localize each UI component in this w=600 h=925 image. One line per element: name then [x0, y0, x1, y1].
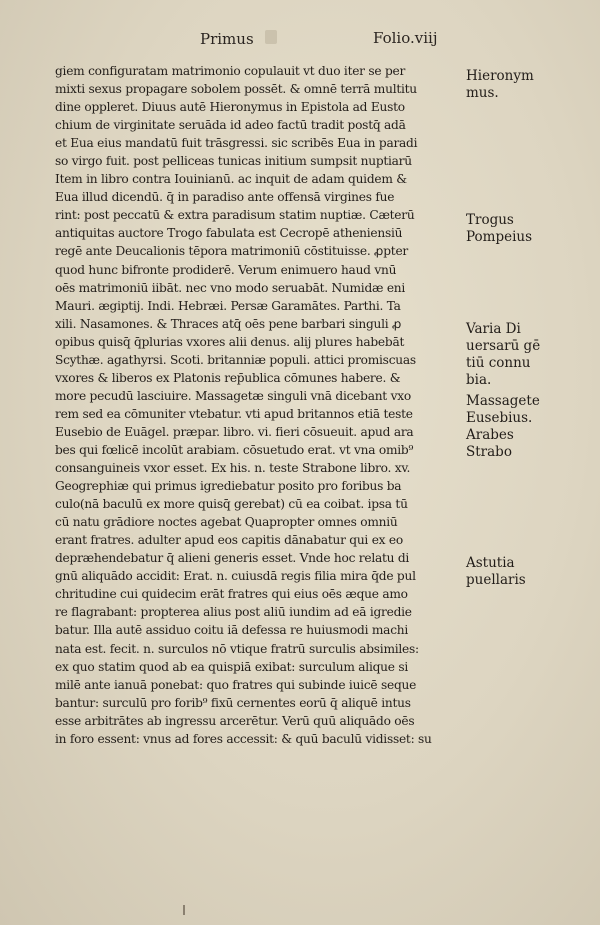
margin-note-line: Eusebius. [466, 409, 533, 426]
text-line: Item in libro contra Iouinianū. ac inquit de adam quidem & [55, 172, 407, 187]
text-line: consanguineis vxor esset. Ex his. n. teste Strabone libro. xv. [55, 461, 411, 476]
text-line: antiquitas auctore Trogo fabulata est Cecropē atheniensiū [55, 226, 403, 241]
main-text-block [55, 62, 465, 748]
text-line: bantur: surculū pro forib⁹ fixū cernentes eorū q̄ aliquē intus [55, 695, 411, 710]
margin-note-line: Arabes [466, 426, 514, 443]
text-line: mixti sexus propagare sobolem possēt. & omnē terrā multitu [55, 82, 417, 97]
margin-note-varia [466, 321, 596, 389]
margin-note-line: Massagete [466, 392, 540, 409]
margin-note-line: uersarū gē [466, 337, 541, 354]
folio-number: Folio.viij [373, 29, 438, 47]
margin-note-massagete [466, 393, 596, 461]
margin-note-line: puellaris [466, 572, 526, 589]
text-line: et Eua eius mandatū fuit trāsgressi. sic scribēs Eua in paradi [55, 136, 418, 151]
margin-note-line: Hieronym [466, 68, 534, 85]
margin-note-line: Astutia [466, 555, 515, 572]
text-line: chium de virginitate seruāda id adeo factū tradit postq̄ adā [55, 118, 406, 133]
text-line: bes qui fœlicē incolūt arabiam. cōsuetudo erat. vt vna omib⁹ [55, 442, 414, 457]
text-line: chritudine cui quidecim erāt fratres qui eius oēs æque amo [55, 587, 408, 602]
text-line: Eusebio de Euāgel. præpar. libro. vi. fieri cōsueuit. apud ara [55, 424, 414, 439]
text-line: depræhendebatur q̄ alieni generis esset. Vnde hoc relatu di [55, 551, 410, 566]
text-line: rem sed ea cōmuniter vtebatur. vti apud britannos etiā teste [55, 406, 413, 421]
text-line: re flagrabant: propterea alius post aliū iundim ad eā igredie [55, 605, 412, 620]
text-line: batur. Illa autē assiduo coitu iā defessa re huiusmodi machi [55, 623, 409, 638]
text-line: milē ante ianuā ponebat: quo fratres qui subinde iuicē seque [55, 677, 417, 692]
text-line: in foro essent: vnus ad fores accessit: & quū baculū vidisset: su [55, 731, 432, 746]
margin-note-line: mus. [466, 85, 499, 102]
text-line: Eua illud dicendū. q̄ in paradiso ante offensā virgines fue [55, 190, 395, 205]
text-line: more pecudū lasciuire. Massagetæ singuli vnā dicebant vxo [55, 388, 411, 403]
running-head: Primus [200, 30, 254, 48]
margin-note-line: Varia Di [466, 320, 521, 337]
text-line: culo(nā baculū ex more quisq̄ gerebat) cū ea coibat. ipsa tū [55, 497, 408, 512]
text-line: ex quo statim quod ab ea quispiā exibat: surculum alique si [55, 659, 408, 674]
text-line: Geogrephiæ qui primus igrediebatur posito pro foribus ba [55, 479, 402, 494]
margin-note-line: tiū connu [466, 354, 531, 371]
margin-note-astutia [466, 555, 596, 589]
margin-note-line: bia. [466, 371, 492, 388]
text-line: regē ante Deucalionis tēpora matrimoniū cōstituisse. ꝓpter [55, 244, 408, 259]
text-line: Scythæ. agathyrsi. Scoti. britanniæ populi. attici promiscuas [55, 352, 416, 367]
margin-note-hieronymus [466, 68, 596, 102]
text-line: giem configuratam matrimonio copulauit vt duo iter se per [55, 64, 406, 78]
text-line: quod hunc bifronte prodiderē. Verum enimuero haud vnū [55, 262, 397, 277]
text-line: opibus quisq̄ q̄plurias vxores alii denus. alij plures habebāt [55, 334, 405, 349]
text-line: so virgo fuit. post pelliceas tunicas initium sumpsit nuptiarū [55, 154, 412, 169]
text-line: nata est. fecit. n. surculos nō vtique fratrū surculis absimiles: [55, 641, 419, 656]
text-line: cū natu grādiore noctes agebat Quapropter omnes omniū [55, 515, 398, 530]
text-line: oēs matrimoniū iibāt. nec vno modo seruabāt. Numidæ eni [55, 280, 406, 295]
text-line: rint: post peccatū & extra paradisum statim nuptiæ. Cæterū [55, 208, 415, 223]
bottom-mark [183, 905, 185, 915]
text-line: Mauri. ægiptij. Indi. Hebræi. Persæ Garamātes. Parthi. Ta [55, 298, 401, 313]
margin-note-line: Strabo [466, 443, 512, 460]
margin-note-line: Pompeius [466, 229, 533, 246]
ink-stain [265, 30, 277, 44]
text-line: gnū aliquādo accidit: Erat. n. cuiusdā regis filia mira q̄de pul [55, 569, 416, 584]
margin-note-line: Trogus [466, 212, 514, 229]
text-line: dine oppleret. Diuus autē Hieronymus in Epistola ad Eusto [55, 100, 405, 115]
text-line: xili. Nasamones. & Thraces atq̄ oēs pene barbari singuli ꝓ [55, 316, 402, 331]
text-line: erant fratres. adulter apud eos capitis dānabatur qui ex eo [55, 533, 403, 548]
text-line: vxores & liberos ex Platonis rep̄ublica cōmunes habere. & [55, 370, 401, 385]
text-line: esse arbitrātes ab ingressu arcerētur. Verū quū aliquādo oēs [55, 713, 415, 728]
margin-note-trogus [466, 212, 596, 246]
